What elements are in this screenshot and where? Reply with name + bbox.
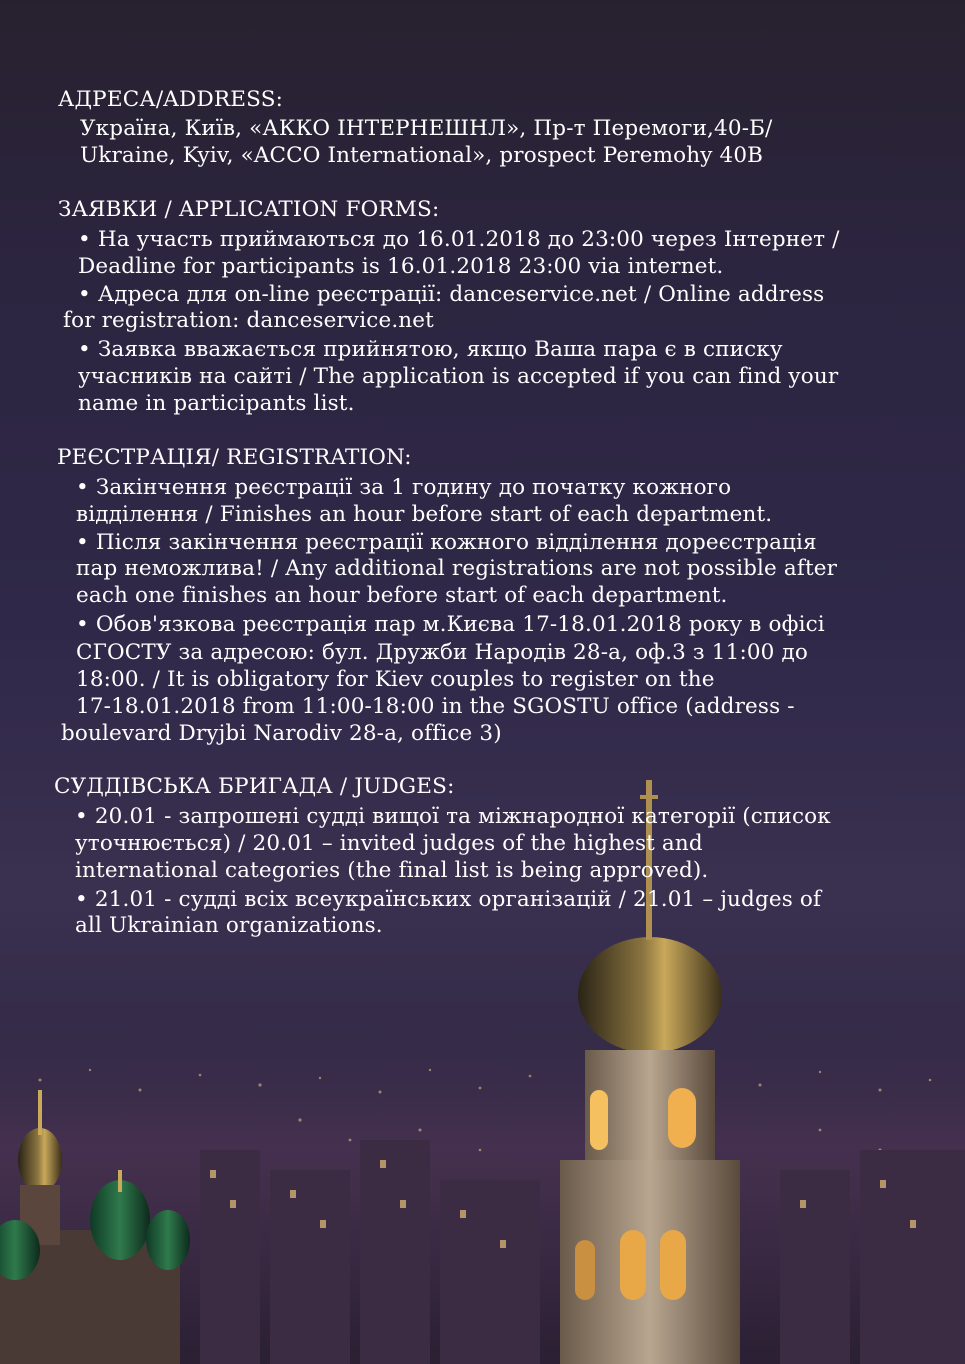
registration-line: 18:00. / It is obligatory for Kiev couples to register on the — [76, 667, 715, 692]
judges-line: • 21.01 - судді всіх всеукраїнських організацій / 21.01 – judges of — [75, 887, 822, 912]
applications-line: name in participants list. — [78, 391, 355, 416]
registration-line: СГОСТУ за адресою: бул. Дружби Народів 28-а, оф.3 з 11:00 до — [76, 640, 808, 665]
registration-line: • Після закінчення реєстрації кожного відділення дореєстрація — [76, 530, 817, 555]
applications-line: • Адреса для on-line реєстрації: danceservice.net / Online address — [78, 282, 825, 307]
applications-line: • Заявка вважається прийнятою, якщо Ваша пара є в списку — [78, 337, 783, 362]
applications-line: учасників на сайті / The application is accepted if you can find your — [78, 364, 839, 389]
address-line: Ukraine, Kyiv, «ACCO International», prospect Peremohy 40B — [80, 143, 764, 168]
registration-line: • Обов'язкова реєстрація пар м.Києва 17-18.01.2018 року в офісі — [76, 612, 825, 637]
registration-line: відділення / Finishes an hour before start of each department. — [76, 502, 773, 527]
judges-line: • 20.01 - запрошені судді вищої та міжнародної категорії (список — [75, 804, 831, 829]
applications-line: for registration: danceservice.net — [63, 308, 434, 333]
applications-line: Deadline for participants is 16.01.2018 23:00 via internet. — [78, 254, 724, 279]
registration-line: • Закінчення реєстрації за 1 годину до початку кожного — [76, 475, 732, 500]
registration-heading: РЕЄСТРАЦІЯ/ REGISTRATION: — [57, 445, 412, 470]
registration-line: boulevard Dryjbi Narodiv 28-a, office 3) — [61, 721, 502, 746]
judges-line: all Ukrainian organizations. — [75, 913, 383, 938]
judges-heading: СУДДІВСЬКА БРИГАДА / JUDGES: — [54, 774, 455, 799]
address-heading: АДРЕСА/ADDRESS: — [58, 87, 284, 112]
applications-heading: ЗАЯВКИ / APPLICATION FORMS: — [58, 197, 440, 222]
address-line: Україна, Київ, «АККО ІНТЕРНЕШНЛ», Пр-т Перемоги,40-Б/ — [80, 116, 773, 141]
judges-line: international categories (the final list is being approved). — [75, 858, 709, 883]
judges-line: уточнюється) / 20.01 – invited judges of the highest and — [75, 831, 703, 856]
registration-line: пар неможлива! / Any additional registrations are not possible after — [76, 556, 838, 581]
applications-line: • На участь приймаються до 16.01.2018 до 23:00 через Інтернет / — [78, 227, 840, 252]
registration-line: each one finishes an hour before start of each department. — [76, 583, 728, 608]
registration-line: 17-18.01.2018 from 11:00-18:00 in the SGOSTU office (address - — [76, 694, 795, 719]
